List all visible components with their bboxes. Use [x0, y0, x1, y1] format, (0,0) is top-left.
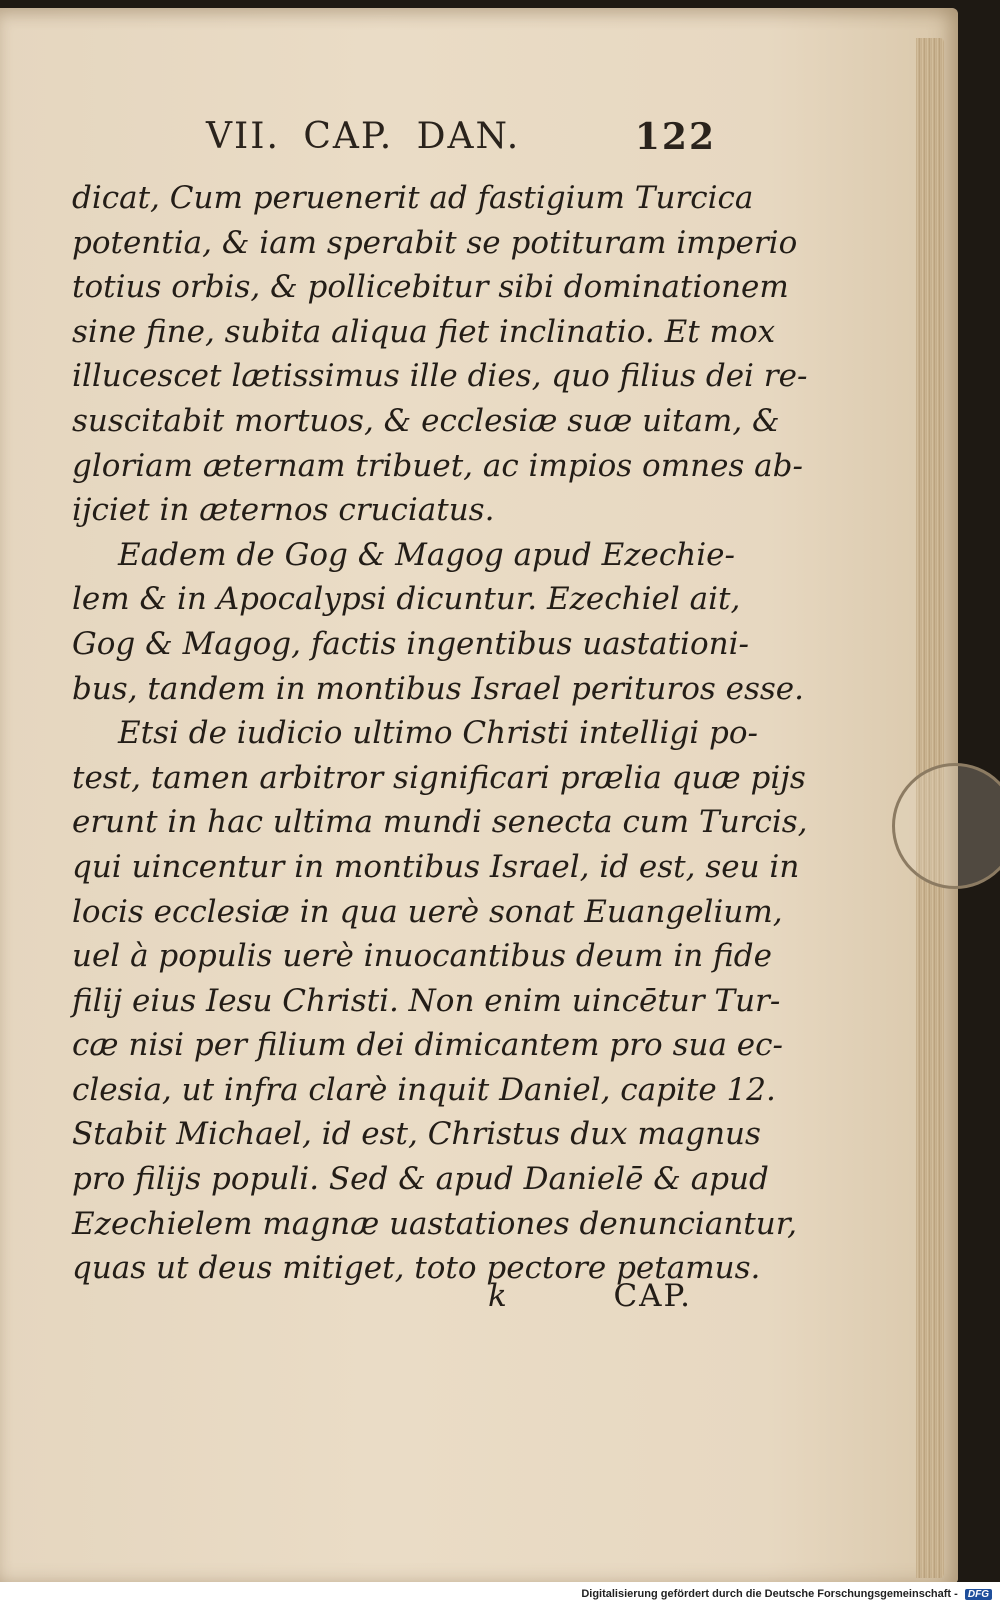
text-line: Etsi de iudicio ultimo Christi intelligi po-	[118, 715, 758, 752]
text-line: ijciet in æternos cruciatus.	[72, 492, 495, 529]
text-line: pro filijs populi. Sed & apud Danielē & apud	[72, 1161, 769, 1198]
running-title: VII. CAP. DAN.	[206, 116, 521, 157]
text-line: clesia, ut infra clarè inquit Daniel, capite 12.	[72, 1071, 776, 1108]
catchword: CAP.	[613, 1278, 692, 1314]
signature-mark: k	[488, 1278, 507, 1314]
text-line: lem & in Apocalypsi dicuntur. Ezechiel ait,	[72, 581, 741, 618]
thumb-tab-decoration	[892, 763, 1000, 889]
text-line: Ezechielem magnæ uastationes denunciantur,	[72, 1205, 797, 1242]
catchword-row	[480, 1278, 700, 1322]
text-line: Stabit Michael, id est, Christus dux magnus	[72, 1116, 761, 1153]
text-line: potentia, & iam sperabit se potituram imperio	[72, 224, 798, 261]
text-line: quas ut deus mitiget, toto pectore petamus.	[72, 1250, 761, 1287]
text-line: test, tamen arbitror significari prælia quæ pijs	[72, 759, 806, 796]
text-line: gloriam æternam tribuet, ac impios omnes ab-	[72, 447, 803, 484]
digitization-credit	[581, 1588, 992, 1600]
text-line: erunt in hac ultima mundi senecta cum Turcis,	[72, 804, 808, 841]
dfg-logo-icon: DFG	[965, 1589, 992, 1600]
text-line: dicat, Cum peruenerit ad fastigium Turcica	[72, 180, 754, 216]
text-line: Eadem de Gog & Magog apud Ezechie-	[118, 536, 735, 573]
text-line: locis ecclesiæ in qua uerè sonat Euangelium,	[72, 893, 783, 930]
text-line: totius orbis, & pollicebitur sibi dominationem	[72, 269, 789, 306]
text-line: cæ nisi per filium dei dimicantem pro sua ec-	[72, 1027, 783, 1064]
running-head	[206, 116, 716, 166]
text-line: filij eius Iesu Christi. Non enim uincētur Tur-	[72, 982, 781, 1019]
book-page	[0, 8, 958, 1583]
credit-text: Digitalisierung gefördert durch die Deutsche Forschungsgemeinschaft -	[581, 1588, 958, 1600]
text-line: illucescet lætissimus ille dies, quo filius dei re-	[72, 358, 808, 395]
text-line: qui uincentur in montibus Israel, id est, seu in	[72, 848, 800, 885]
text-line: bus, tandem in montibus Israel perituros esse.	[72, 670, 804, 707]
text-line: Gog & Magog, factis ingentibus uastationi-	[72, 625, 749, 662]
text-line: sine fine, subita aliqua fiet inclinatio. Et mox	[72, 313, 776, 350]
digitization-credit-bar	[0, 1582, 1000, 1602]
text-line: suscitabit mortuos, & ecclesiæ suæ uitam, &	[72, 402, 780, 439]
folio-number: 122	[634, 116, 716, 158]
text-line: uel à populis uerè inuocantibus deum in fide	[72, 938, 772, 975]
body-text	[72, 176, 808, 1291]
